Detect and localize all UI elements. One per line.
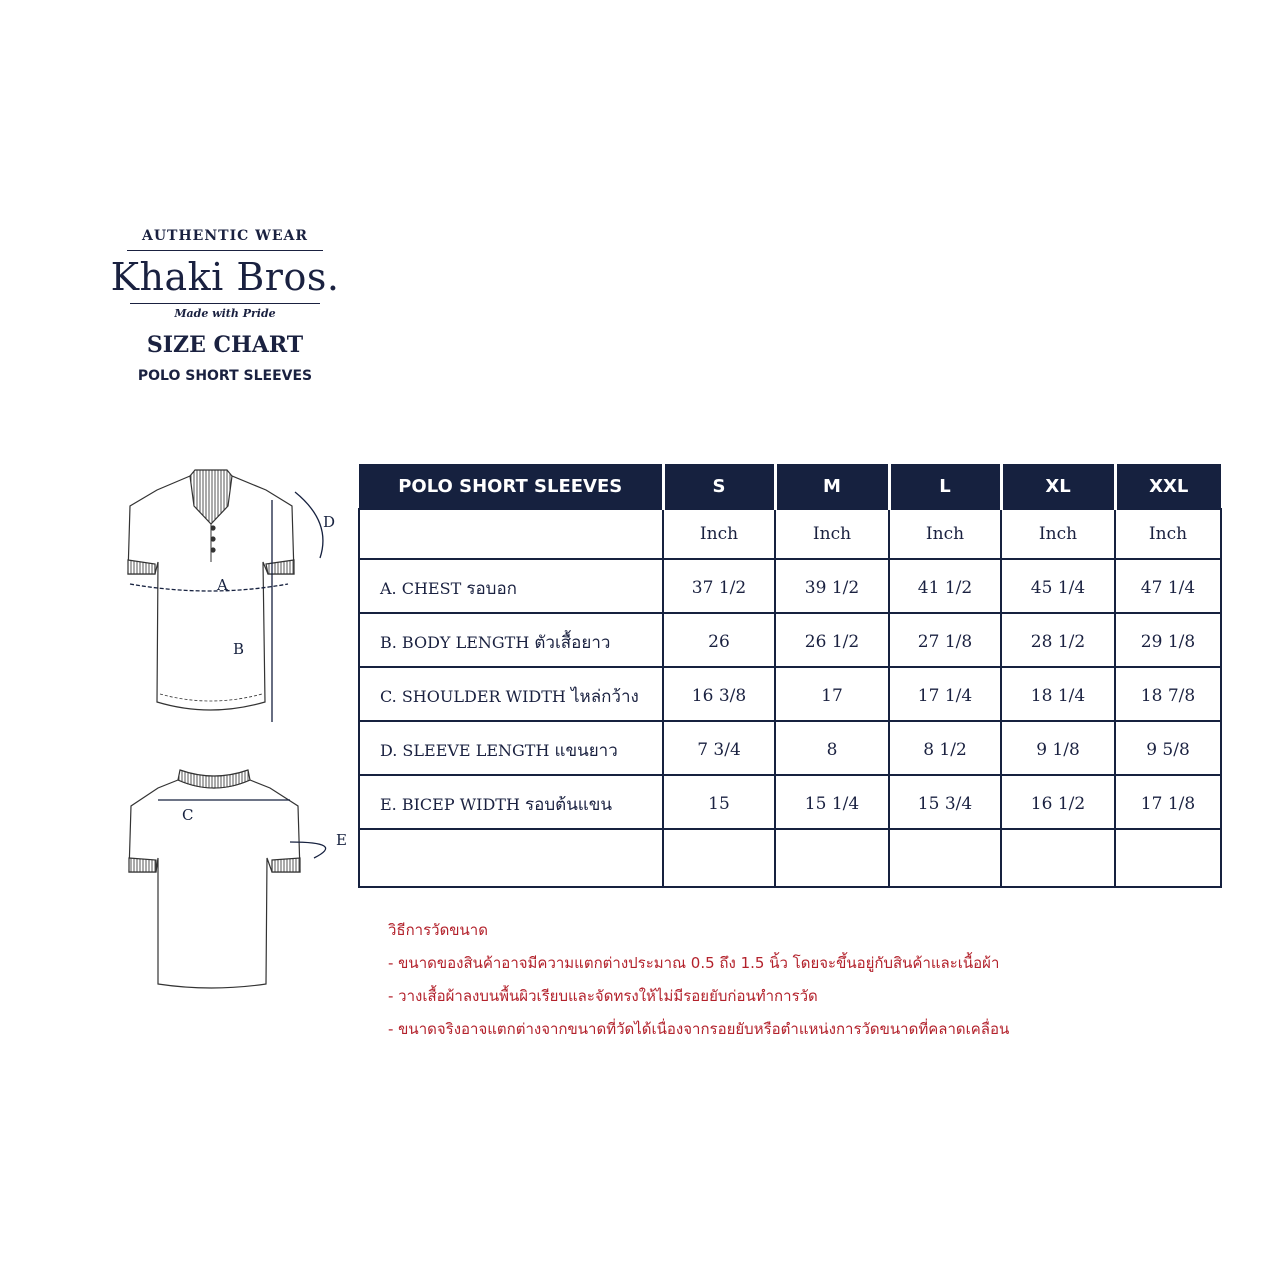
diagram-label-e: E [336, 831, 347, 849]
header-size-l: L [889, 464, 1001, 509]
value-cell: 16 3/8 [663, 667, 775, 721]
brand-made-with: Made with Pride [174, 307, 276, 320]
value-cell: 39 1/2 [775, 559, 889, 613]
empty-cell [359, 829, 663, 887]
brand-rule-bottom [130, 303, 320, 304]
unit-row [359, 509, 1221, 559]
polo-measurement-diagram [100, 462, 360, 1002]
row-label-en: A. CHEST [380, 578, 462, 598]
empty-cell [1001, 829, 1115, 887]
diagram-label-c: C [182, 806, 194, 824]
table-row [359, 559, 1221, 613]
value-cell: 17 1/4 [889, 667, 1001, 721]
header-category: POLO SHORT SLEEVES [359, 464, 663, 509]
polo-back-drawing [129, 770, 300, 988]
size-chart-title: SIZE CHART [146, 332, 304, 358]
brand-block [90, 222, 360, 384]
value-cell: 9 5/8 [1115, 721, 1221, 775]
value-cell: 47 1/4 [1115, 559, 1221, 613]
empty-cell [1115, 829, 1221, 887]
value-cell: 8 1/2 [889, 721, 1001, 775]
value-cell: 18 7/8 [1115, 667, 1221, 721]
value-cell: 28 1/2 [1001, 613, 1115, 667]
diagram-label-a: A [217, 576, 228, 594]
value-cell: 26 1/2 [775, 613, 889, 667]
brand-tagline: AUTHENTIC WEAR [141, 228, 309, 244]
polo-front-drawing [128, 470, 294, 710]
value-cell: 17 [775, 667, 889, 721]
note-item: - วางเสื้อผ้าลงบนพื้นผิวเรียบและจัดทรงให้ไม่มีรอยยับก่อนทำการวัด [388, 987, 818, 1005]
value-cell: 7 3/4 [663, 721, 775, 775]
unit-cell: Inch [1115, 509, 1221, 559]
row-label [359, 775, 663, 829]
unit-cell: Inch [775, 509, 889, 559]
value-cell: 45 1/4 [1001, 559, 1115, 613]
value-cell: 17 1/8 [1115, 775, 1221, 829]
value-cell: 18 1/4 [1001, 667, 1115, 721]
unit-cell: Inch [889, 509, 1001, 559]
size-chart-subtitle: POLO SHORT SLEEVES [137, 368, 313, 384]
value-cell: 15 [663, 775, 775, 829]
row-label-en: D. SLEEVE LENGTH [380, 740, 550, 760]
notes-title: วิธีการวัดขนาด [388, 921, 488, 939]
value-cell: 29 1/8 [1115, 613, 1221, 667]
table-row [359, 721, 1221, 775]
table-header-row [359, 464, 1221, 509]
empty-cell [775, 829, 889, 887]
empty-row [359, 829, 1221, 887]
note-item: - ขนาดจริงอาจแตกต่างจากขนาดที่วัดได้เนื่องจากรอยยับหรือตำแหน่งการวัดขนาดที่คลาดเคลื่อน [388, 1020, 1010, 1038]
unit-cell: Inch [1001, 509, 1115, 559]
header-size-m: M [775, 464, 889, 509]
unit-cell: Inch [663, 509, 775, 559]
empty-cell [889, 829, 1001, 887]
value-cell: 37 1/2 [663, 559, 775, 613]
value-cell: 8 [775, 721, 889, 775]
note-item: - ขนาดของสินค้าอาจมีความแตกต่างประมาณ 0.5 ถึง 1.5 นิ้ว โดยจะขึ้นอยู่กับสินค้าและเนื้อผ้า [388, 954, 1000, 972]
row-label [359, 667, 663, 721]
row-label [359, 559, 663, 613]
value-cell: 9 1/8 [1001, 721, 1115, 775]
row-label-th: ตัวเสื้อยาว [534, 632, 611, 653]
value-cell: 26 [663, 613, 775, 667]
row-label-en: E. BICEP WIDTH [380, 794, 520, 814]
row-label-th: ไหล่กว้าง [570, 686, 639, 707]
row-label [359, 613, 663, 667]
measuring-notes [388, 914, 1009, 1046]
diagram-label-b: B [233, 640, 245, 658]
row-label-en: C. SHOULDER WIDTH [380, 686, 566, 706]
table-row [359, 775, 1221, 829]
value-cell: 41 1/2 [889, 559, 1001, 613]
row-label-en: B. BODY LENGTH [380, 632, 530, 652]
header-size-xxl: XXL [1115, 464, 1221, 509]
brand-rule-top [127, 250, 323, 251]
row-label-th: รอบอก [466, 578, 517, 599]
row-label-th: รอบต้นแขน [525, 794, 613, 815]
empty-cell [663, 829, 775, 887]
row-label-th: แขนยาว [554, 740, 618, 761]
value-cell: 16 1/2 [1001, 775, 1115, 829]
table-row [359, 613, 1221, 667]
size-chart-table [358, 464, 1222, 888]
diagram-label-d: D [323, 513, 336, 531]
row-label [359, 721, 663, 775]
unit-cell [359, 509, 663, 559]
table-row [359, 667, 1221, 721]
value-cell: 27 1/8 [889, 613, 1001, 667]
brand-name: Khaki Bros. [110, 255, 340, 299]
header-size-xl: XL [1001, 464, 1115, 509]
value-cell: 15 3/4 [889, 775, 1001, 829]
header-size-s: S [663, 464, 775, 509]
value-cell: 15 1/4 [775, 775, 889, 829]
